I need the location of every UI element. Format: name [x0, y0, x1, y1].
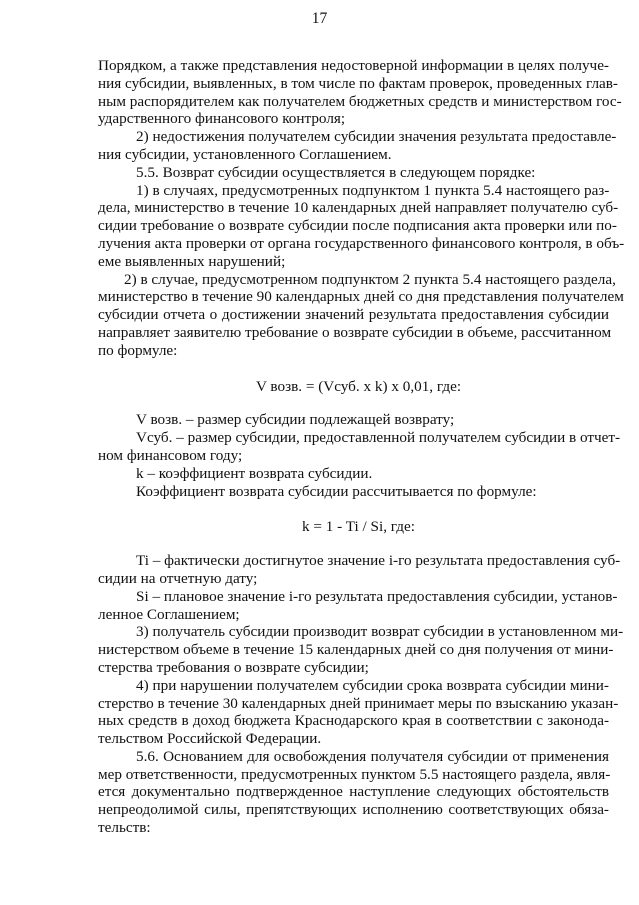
document-body — [98, 57, 625, 837]
text-line: министерство в течение 90 календарных дней со дня представления получателем — [98, 288, 624, 306]
text-line: Ti – фактически достигнутое значение i-го результата предоставления суб- — [136, 552, 621, 570]
text-line: тельством Российской Федерации. — [98, 730, 322, 748]
text-line: ном финансовом году; — [98, 446, 243, 464]
text-line: 1) в случаях, предусмотренных подпунктом 1 пункта 5.4 настоящего раз- — [136, 181, 610, 199]
paragraph-block — [98, 411, 621, 500]
text-line: Si – плановое значение i-го результата предоставления субсидии, установ- — [136, 587, 618, 605]
formula-refund-coefficient: k = 1 - Ti / Si, где: — [302, 518, 415, 536]
text-line: мер ответственности, предусмотренных пунктом 5.5 настоящего раздела, явля- — [98, 765, 611, 783]
text-line: 5.6. Основанием для освобождения получателя субсидии от применения — [136, 747, 609, 765]
text-line: по формуле: — [98, 341, 178, 359]
text-line: k – коэффициент возврата субсидии. — [136, 464, 373, 482]
text-line: ния субсидии, выявленных, в том числе по фактам проверок, проведенных глав- — [98, 74, 618, 92]
text-line: 5.5. Возврат субсидии осуществляется в следующем порядке: — [136, 163, 536, 181]
text-line: дела, министерство в течение 10 календарных дней направляет получателю суб- — [98, 199, 619, 217]
text-line: ным распорядителем как получателем бюджетных средств и министерством гос- — [98, 92, 622, 110]
text-line: непреодолимой силы, препятствующих исполнению соответствующих обяза- — [98, 801, 609, 819]
text-line: 4) при нарушении получателем субсидии срока возврата субсидии мини- — [136, 676, 609, 694]
text-line: V возв. – размер субсидии подлежащей возврату; — [136, 411, 455, 429]
text-line: ленное Соглашением; — [98, 605, 240, 623]
page-number: 17 — [311, 10, 328, 27]
text-line: субсидии отчета о достижении значений результата предоставления субсидии — [98, 306, 609, 324]
text-line: сидии на отчетную дату; — [98, 569, 258, 587]
text-line: ния субсидии, установленного Соглашением. — [98, 145, 392, 163]
text-line: ударственного финансового контроля; — [98, 110, 346, 128]
text-line: Vсуб. – размер субсидии, предоставленной получателем субсидии в отчет- — [136, 429, 621, 447]
text-line: стерство в течение 30 календарных дней принимает меры по взысканию указан- — [98, 694, 619, 712]
text-line: нистерством объеме в течение 15 календарных дней со дня получения от мини- — [98, 641, 614, 659]
text-line: Коэффициент возврата субсидии рассчитывается по формуле: — [136, 482, 537, 500]
text-line: 3) получатель субсидии производит возврат субсидии в установленном ми- — [136, 623, 624, 641]
text-line: Порядком, а также представления недостоверной информации в целях получе- — [98, 57, 609, 74]
text-line: еме выявленных нарушений; — [98, 252, 286, 270]
text-line: 2) в случае, предусмотренном подпунктом 2 пункта 5.4 настоящего раздела, — [124, 270, 616, 288]
text-line: ется документально подтвержденное наступление следующих обстоятельств — [98, 783, 609, 801]
text-line: стерства требования о возврате субсидии; — [98, 658, 369, 676]
text-line: ных средств в доход бюджета Краснодарского края в соответствии с законода- — [98, 712, 609, 730]
formula-refund-amount: V возв. = (Vсуб. x k) x 0,01, где: — [255, 377, 462, 395]
paragraph-block — [98, 552, 624, 837]
text-line: направляет заявителю требование о возврате субсидии в объеме, рассчитанном — [98, 323, 612, 341]
text-line: 2) недостижения получателем субсидии значения результата предоставле- — [136, 128, 617, 146]
text-line: тельств: — [98, 819, 151, 837]
text-line: сидии требование о возврате субсидии после подписания акта проверки или по- — [98, 217, 617, 235]
text-line: лучения акта проверки от органа государственного финансового контроля, в объ- — [98, 234, 625, 252]
paragraph-block — [98, 57, 625, 360]
